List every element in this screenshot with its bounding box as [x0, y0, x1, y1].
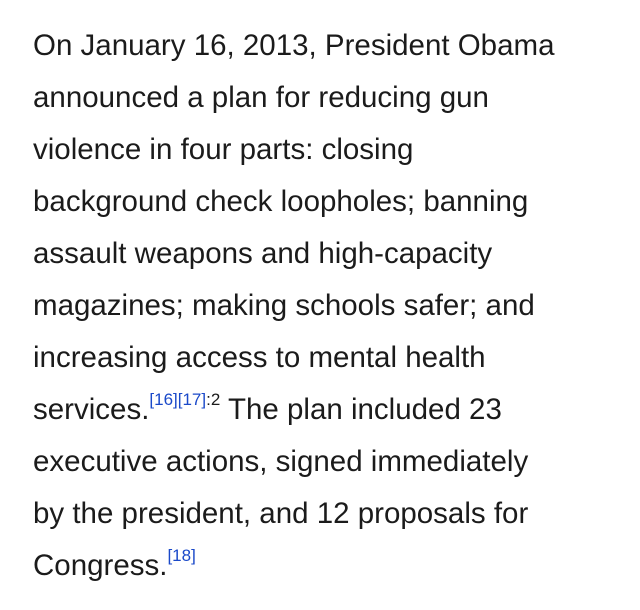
citation-link-16[interactable]: [16] — [149, 390, 178, 410]
line-8-text-after: The plan included 23 — [220, 393, 502, 426]
line-11-text-before: Congress. — [33, 549, 168, 582]
paragraph-line-6: magazines; making schools safer; and — [33, 289, 535, 322]
paragraph-line-3: violence in four parts: closing — [33, 133, 414, 166]
paragraph-line-9: executive actions, signed immediately — [33, 445, 529, 478]
paragraph-line-10: by the president, and 12 proposals for — [33, 497, 529, 530]
article-paragraph — [33, 20, 623, 592]
paragraph-line-7: increasing access to mental health — [33, 341, 486, 374]
paragraph-line-5: assault weapons and high-capacity — [33, 237, 493, 270]
citation-link-17[interactable]: [17] — [177, 390, 207, 410]
paragraph-line-4: background check loopholes; banning — [33, 185, 529, 218]
citation-group-18 — [167, 546, 195, 565]
citation-group-16-17 — [149, 390, 220, 409]
line-8-text-before: services. — [33, 393, 150, 426]
citation-17-page-number: :2 — [206, 390, 221, 410]
paragraph-line-8 — [33, 384, 623, 436]
paragraph-line-1: On January 16, 2013, President Obama — [33, 29, 555, 62]
paragraph-line-11 — [33, 540, 623, 592]
citation-link-18[interactable]: [18] — [167, 546, 196, 566]
paragraph-line-2: announced a plan for reducing gun — [33, 81, 489, 114]
